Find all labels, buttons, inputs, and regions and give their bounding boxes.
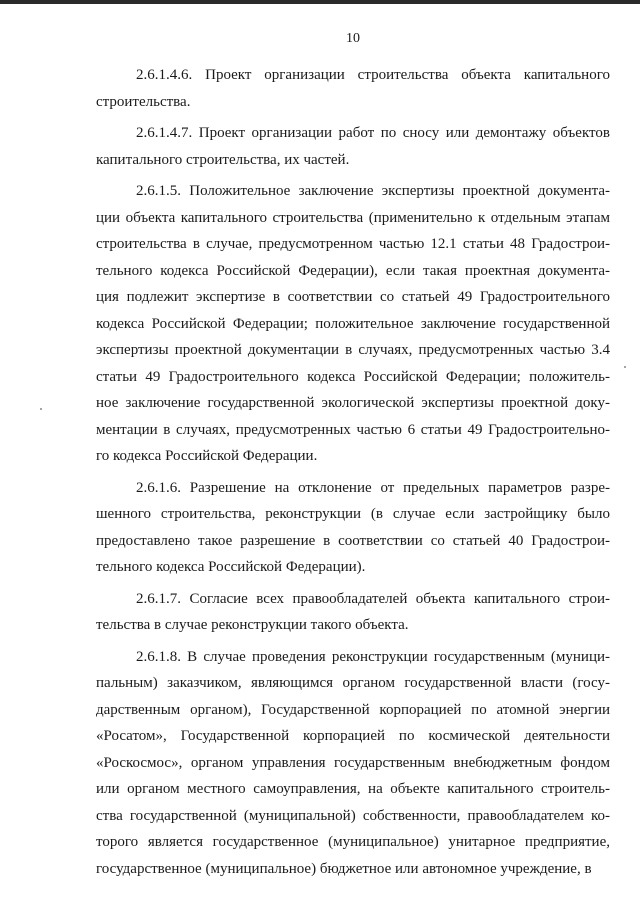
text-line: шенного строительства, реконструкции (в случае если застройщику было	[96, 506, 610, 522]
text-line: 2.6.1.8. В случае проведения реконструкции государственным (муници-	[136, 648, 610, 665]
top-edge-rule	[0, 0, 640, 4]
text-line: 2.6.1.7. Согласие всех правообладателей объекта капитального строи-	[136, 590, 610, 607]
text-line: «Росатом», Государственной корпорацией по космической деятельности	[96, 728, 610, 744]
text-line: ция подлежит экспертизе в соответствии со статьей 49 Градостроительного	[96, 289, 610, 305]
text-line: тельного кодекса Российской Федерации), если такая проектная документа-	[96, 262, 610, 279]
text-line: капитального строительства, их частей.	[96, 151, 350, 168]
text-line: 2.6.1.5. Положительное заключение экспертизы проектной документа-	[136, 183, 610, 199]
scan-speck	[40, 408, 42, 410]
text-line: торого является государственное (муниципальное) унитарное предприятие,	[96, 834, 610, 850]
text-line: строительства в случае, предусмотренном частью 12.1 статьи 48 Градострои-	[96, 236, 610, 252]
text-line: государственное (муниципальное) бюджетное или автономное учреждение, в	[96, 860, 592, 877]
text-line: дарственным органом), Государственной корпорацией по атомной энергии	[96, 701, 610, 718]
text-line: пальным) заказчиком, являющимся органом государственной власти (госу-	[96, 675, 610, 691]
text-line: 2.6.1.6. Разрешение на отклонение от предельных параметров разре-	[136, 479, 610, 496]
text-line: предоставлено такое разрешение в соответствии со статьей 40 Градострои-	[96, 532, 610, 549]
text-line: или органом местного самоуправления, на объекте капитального строитель-	[96, 781, 610, 797]
document-page	[96, 30, 610, 887]
scan-speck	[624, 366, 626, 368]
text-line: ментации в случаях, предусмотренных частью 6 статьи 49 Градостроительно-	[96, 421, 610, 438]
text-line: тельного кодекса Российской Федерации).	[96, 559, 366, 575]
text-line: 2.6.1.4.7. Проект организации работ по сносу или демонтажу объектов	[136, 125, 610, 141]
paragraph	[96, 62, 610, 115]
text-line: экспертизы проектной документации в случаях, предусмотренных частью 3.4	[96, 342, 610, 358]
text-line: ства государственной (муниципальной) собственности, правообладателем ко-	[96, 807, 610, 824]
text-line: тельства в случае реконструкции такого объекта.	[96, 617, 409, 633]
text-line: кодекса Российской Федерации; положительное заключение государственной	[96, 315, 610, 332]
text-line: статьи 49 Градостроительного кодекса Российской Федерации; положитель-	[96, 368, 610, 385]
text-line: го кодекса Российской Федерации.	[96, 448, 318, 464]
text-line: 2.6.1.4.6. Проект организации строительства объекта капитального	[136, 67, 610, 83]
text-line: ное заключение государственной экологической экспертизы проектной доку-	[96, 395, 610, 411]
paragraph	[96, 586, 610, 639]
paragraph	[96, 120, 610, 173]
text-line: ции объекта капитального строительства (применительно к отдельным этапам	[96, 209, 610, 226]
page-number: 10	[346, 31, 360, 46]
text-line: «Роскосмос», органом управления государственным внебюджетным фондом	[96, 754, 610, 771]
document-body	[96, 62, 610, 882]
paragraph	[96, 644, 610, 883]
text-line: строительства.	[96, 93, 191, 110]
paragraph	[96, 178, 610, 470]
paragraph	[96, 475, 610, 581]
